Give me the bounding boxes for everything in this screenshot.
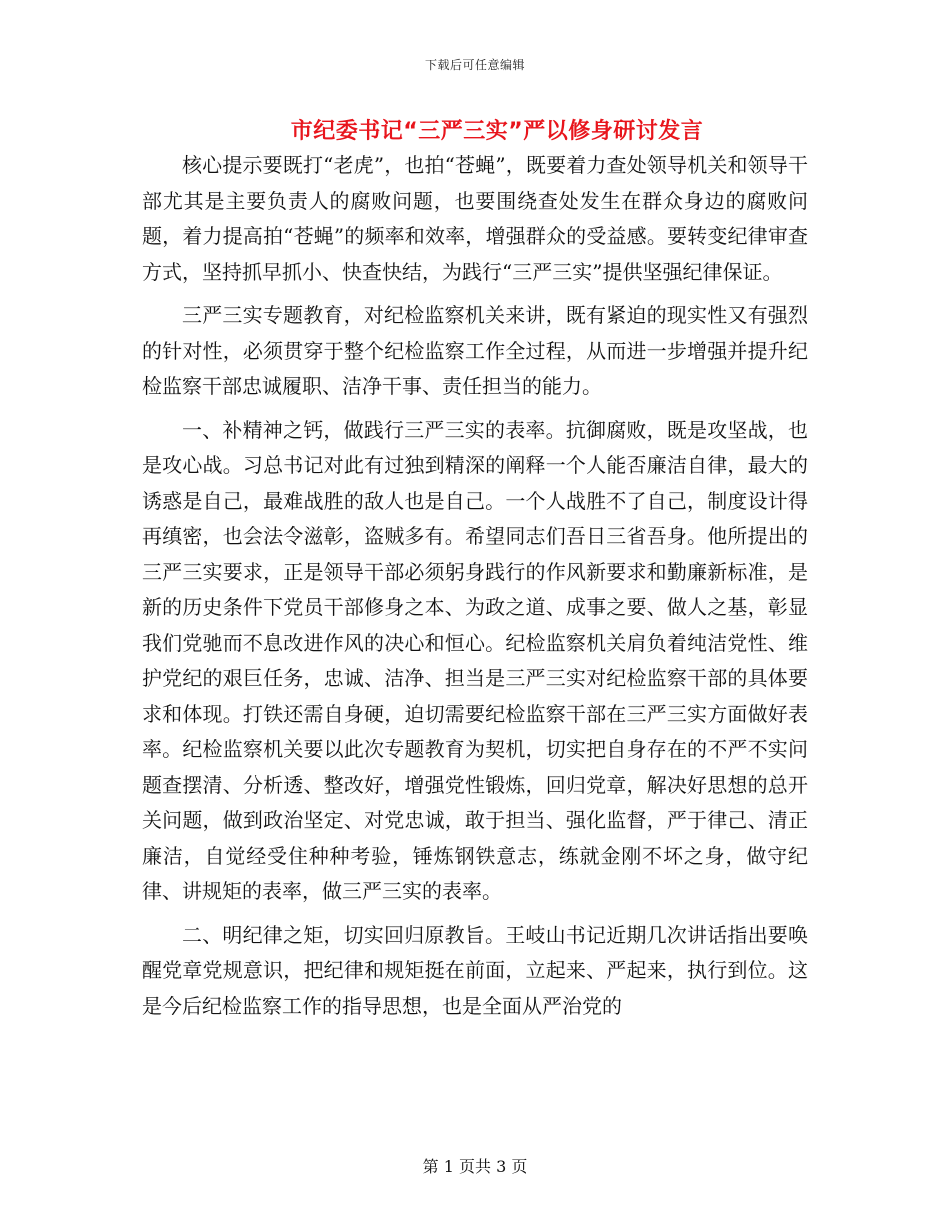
- paragraph: 一、补精神之钙，做践行三严三实的表率。抗御腐败，既是攻坚战，也是攻心战。习总书记对此有过独到精深的阐释一个人能否廉洁自律，最大的诱惑是自己，最难战胜的敌人也是自己。一个人战胜不了自己，制度设计得再缜密，也会法令滋彰，盗贼多有。希望同志们吾日三省吾身。他所提出的三严三实要求，正是领导干部必须躬身践行的作风新要求和勤廉新标准，是新的历史条件下党员干部修身之本、为政之道、成事之要、做人之基，彰显我们党驰而不息改进作风的决心和恒心。纪检监察机关肩负着纯洁党性、维护党纪的艰巨任务，忠诚、洁净、担当是三严三实对纪检监察干部的具体要求和体现。打铁还需自身硬，迫切需要纪检监察干部在三严三实方面做好表率。纪检监察机关要以此次专题教育为契机，切实把自身存在的不严不实问题查摆清、分析透、整改好，增强党性锻炼，回归党章，解决好思想的总开关问题，做到政治坚定、对党忠诚，敢于担当、强化监督，严于律己、清正廉洁，自觉经受住种种考验，锤炼钢铁意志，练就金刚不坏之身，做守纪律、讲规矩的表率，做三严三实的表率。: [142, 417, 808, 903]
- document-title: 市纪委书记“三严三实”严以修身研讨发言: [290, 119, 704, 144]
- header-note: 下载后可任意编辑: [424, 58, 525, 72]
- document-body: [142, 148, 808, 1032]
- page-number-footer: 第 1 页共 3 页: [422, 1157, 528, 1176]
- paragraph: 二、明纪律之矩，切实回归原教旨。王岐山书记近期几次讲话指出要唤醒党章党规意识，把纪律和规矩挺在前面，立起来、严起来，执行到位。这是今后纪检监察工作的指导思想，也是全面从严治党的: [142, 922, 808, 1018]
- paragraph: 三严三实专题教育，对纪检监察机关来讲，既有紧迫的现实性又有强烈的针对性，必须贯穿于整个纪检监察工作全过程，从而进一步增强并提升纪检监察干部忠诚履职、洁净干事、责任担当的能力。: [142, 303, 808, 398]
- paragraph: 核心提示要既打“老虎”，也拍“苍蝇”，既要着力查处领导机关和领导干部尤其是主要负责人的腐败问题，也要围绕查处发生在群众身边的腐败问题，着力提高拍“苍蝇”的频率和效率，增强群众的受益感。要转变纪律审查方式，坚持抓早抓小、快查快结，为践行“三严三实”提供坚强纪律保证。: [142, 153, 808, 284]
